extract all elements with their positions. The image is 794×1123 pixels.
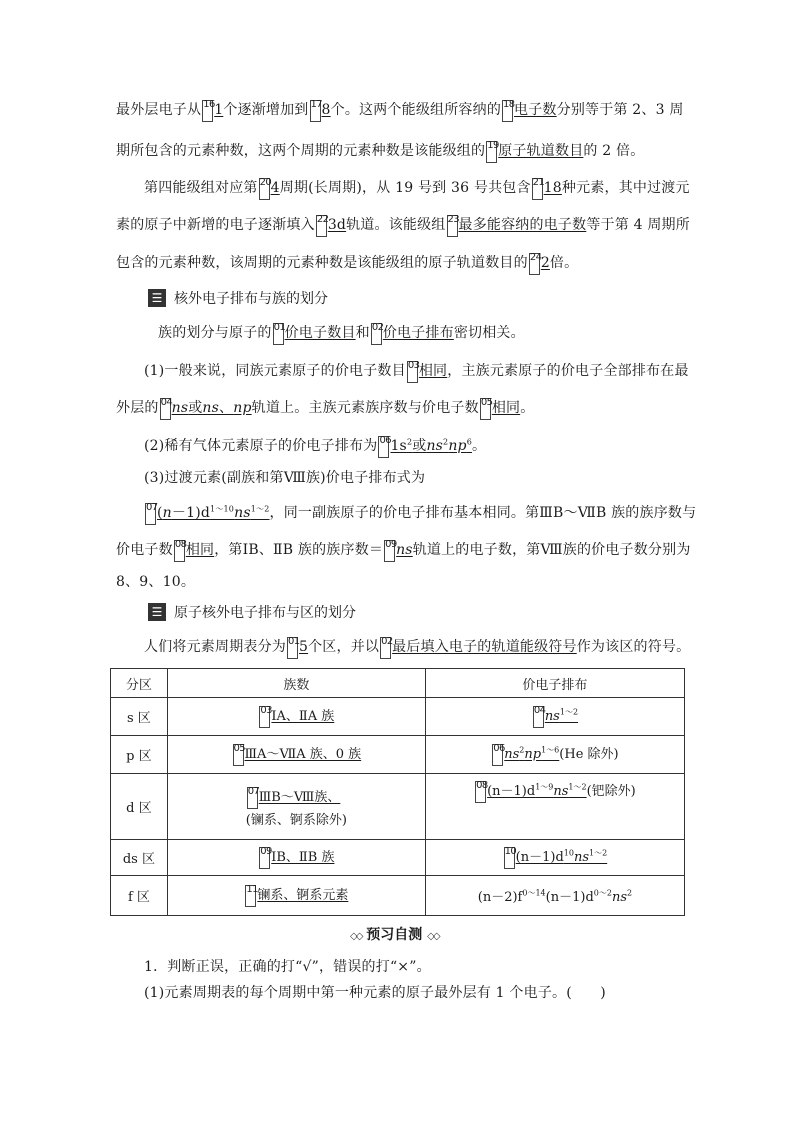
column-header: 分区 xyxy=(111,669,168,698)
answer-blank[interactable]: 08 xyxy=(174,540,185,562)
table-row xyxy=(111,774,685,840)
table-row xyxy=(111,736,685,774)
config-cell: $(n-2)f^{0\sim 14}(n-1)d^{0\sim 2}ns^2$ xyxy=(425,876,684,916)
answer-blank[interactable]: 24 xyxy=(529,253,540,275)
table-header-row xyxy=(111,669,685,698)
table-row xyxy=(111,876,685,916)
zone-cell: f 区 xyxy=(111,876,168,916)
decoration-icon: ◇◇ xyxy=(350,931,362,942)
answer-blank[interactable]: 01 xyxy=(287,637,298,659)
answer-blank[interactable]: 22 xyxy=(316,215,327,237)
zone-table xyxy=(110,668,685,916)
paragraph-line: 价电子数 08 相同，第ⅠB、ⅡB 族的族序数＝ 09 ns轨道上的电子数，第Ⅷ族的价电子数分别为 xyxy=(116,540,691,562)
paragraph-line: 外层的 04 ns或ns、np轨道上。主族元素族序数与价电子数 05 相同。 xyxy=(116,398,534,420)
question-item[interactable]: (1)元素周期表的每个周期中第一种元素的原子最外层有 1 个电子。( ) xyxy=(144,985,606,1001)
answer-blank[interactable]: 21 xyxy=(532,178,543,200)
paragraph-line: 族的划分与原子的 01 价电子数目和 02 价电子排布密切相关。 xyxy=(158,323,525,345)
config-cell: 10 $(n-1)d^{10}ns^{1\sim 2}$ xyxy=(425,840,684,876)
answer-blank[interactable]: 07 xyxy=(247,787,258,809)
answer-blank[interactable]: 06 xyxy=(492,744,503,766)
preview-heading xyxy=(350,924,439,944)
list-icon: ☰ xyxy=(148,289,166,307)
answer-blank[interactable]: 07 xyxy=(145,503,156,525)
answer-blank[interactable]: 02 xyxy=(380,637,391,659)
answer-blank[interactable]: 05 xyxy=(480,398,491,420)
paragraph-line: 人们将元素周期表分为 01 5个区，并以 02 最后填入电子的轨道能级符号作为该区的符号。 xyxy=(144,637,690,659)
zone-cell: s 区 xyxy=(111,698,168,736)
answer-blank[interactable]: 18 xyxy=(502,100,513,122)
section-title: 核外电子排布与族的划分 xyxy=(174,291,328,307)
paragraph-line: (2)稀有气体元素原子的价电子排布为 06 $1s^2$或$ns^2np^6$。 xyxy=(144,436,486,458)
answer-blank[interactable]: 03 xyxy=(259,706,270,728)
answer-blank[interactable]: 01 xyxy=(273,323,284,345)
answer-blank[interactable]: 04 xyxy=(160,398,171,420)
question-text: 1．判断正误，正确的打“√”，错误的打“×”。 xyxy=(144,959,431,975)
paragraph-line: 素的原子中新增的电子逐渐填入 22 3d轨道。该能级组 23 最多能容纳的电子数等于第 4 周期所 xyxy=(116,215,690,237)
answer-blank[interactable]: 04 xyxy=(533,706,544,728)
answer-blank[interactable]: 20 xyxy=(259,178,270,200)
paragraph-line: 期所包含的元素种数，这两个周期的元素种数是该能级组的 19 原子轨道数目的 2 倍。 xyxy=(116,141,644,163)
answer-blank[interactable]: 06 xyxy=(378,436,389,458)
paragraph-line: 第四能级组对应第 20 4周期(长周期)，从 19 号到 36 号共包含 21 18种元素，其中过渡元 xyxy=(144,178,690,200)
section-title: 原子核外电子排布与区的划分 xyxy=(174,605,356,621)
decoration-icon: ◇◇ xyxy=(427,931,439,942)
answer-blank[interactable]: 09 xyxy=(384,540,395,562)
answer-blank[interactable]: 10 xyxy=(504,847,515,869)
zone-cell: ds 区 xyxy=(111,840,168,876)
paragraph-line: (3)过渡元素(副族和第Ⅷ族)价电子排布式为 xyxy=(144,470,426,486)
group-cell: 11 镧系、锕系元素 xyxy=(167,876,425,916)
table-row xyxy=(111,698,685,736)
answer-blank[interactable]: 11 xyxy=(245,885,256,907)
group-cell: 07 ⅢB～Ⅷ族、 (镧系、锕系除外) xyxy=(167,774,425,840)
paragraph-line: (1)一般来说，同族元素原子的价电子数目 03 相同，主族元素原子的价电子全部排布在最 xyxy=(144,361,689,383)
answer-blank[interactable]: 23 xyxy=(447,215,458,237)
group-cell: 09 ⅠB、ⅡB 族 xyxy=(167,840,425,876)
answer-blank[interactable]: 16 xyxy=(202,100,213,122)
zone-cell: p 区 xyxy=(111,736,168,774)
group-cell: 05 ⅢA～ⅦA 族、0 族 xyxy=(167,736,425,774)
list-icon: ☰ xyxy=(148,603,166,621)
group-cell: 03 ⅠA、ⅡA 族 xyxy=(167,698,425,736)
paragraph-line: 07 $(n-1)d^{1\sim 10}ns^{1\sim 2}$，同一副族原子的价电子排布基本相同。第ⅢB～ⅦB 族的族序数与 xyxy=(144,503,696,525)
answer-blank[interactable]: 05 xyxy=(233,744,244,766)
paragraph-line: 包含的元素种数，该周期的元素种数是该能级组的原子轨道数目的 24 2倍。 xyxy=(116,253,578,275)
answer-blank[interactable]: 03 xyxy=(407,361,418,383)
answer-blank[interactable]: 09 xyxy=(259,847,270,869)
answer-blank[interactable]: 02 xyxy=(371,323,382,345)
config-cell: 08 $(n-1)d^{1\sim 9}ns^{1\sim 2}$(钯除外) xyxy=(425,774,684,840)
answer-blank[interactable]: 19 xyxy=(486,141,497,163)
zone-cell: d 区 xyxy=(111,774,168,840)
answer-blank[interactable]: 17 xyxy=(310,100,321,122)
column-header: 价电子排布 xyxy=(425,669,684,698)
paragraph-line: 8、9、10。 xyxy=(116,574,196,590)
column-header: 族数 xyxy=(167,669,425,698)
preview-title: 预习自测 xyxy=(366,927,423,943)
config-cell: 06 $ns^2np^{1\sim 6}(He$ 除外) xyxy=(425,736,684,774)
paragraph-line: 最外层电子从 16 1个逐渐增加到 17 8个。这两个能级组所容纳的 18 电子数分别等于第 2、3 周 xyxy=(116,100,684,122)
config-cell: 04 $ns^{1\sim 2}$ xyxy=(425,698,684,736)
answer-blank[interactable]: 08 xyxy=(475,781,486,803)
table-row xyxy=(111,840,685,876)
